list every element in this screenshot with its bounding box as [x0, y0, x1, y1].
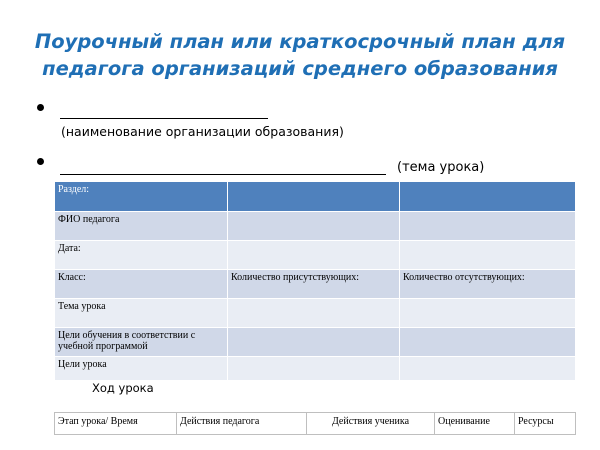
steps-header-stage: Этап урока/ Время: [55, 413, 177, 435]
table-row: [55, 182, 576, 212]
table-cell[interactable]: [400, 299, 576, 328]
table-cell: Цели обучения в соответствии с учебной программой: [55, 328, 228, 357]
table-cell[interactable]: [400, 241, 576, 270]
table-row: [55, 212, 576, 241]
table-cell: Количество отсутствующих:: [400, 270, 576, 299]
title-line-1: Поурочный план или краткосрочный план для: [34, 30, 566, 53]
table-cell: Раздел:: [55, 182, 228, 212]
table-row: [55, 241, 576, 270]
table-row: [55, 299, 576, 328]
lesson-progress-heading: Ход урока: [92, 381, 154, 395]
bullet-org: [37, 104, 44, 111]
table-cell[interactable]: [228, 212, 400, 241]
table-cell: ФИО педагога: [55, 212, 228, 241]
table-cell[interactable]: [228, 299, 400, 328]
steps-header-resources: Ресурсы: [515, 413, 576, 435]
table-cell: Цели урока: [55, 357, 228, 381]
table-row: [55, 270, 576, 299]
table-cell[interactable]: [228, 241, 400, 270]
org-name-caption: (наименование организации образования): [61, 124, 344, 139]
steps-header-student: Действия ученика: [307, 413, 435, 435]
steps-header-teacher: Действия педагога: [177, 413, 307, 435]
table-cell[interactable]: [400, 328, 576, 357]
table-row: [55, 413, 576, 435]
title-line-2: педагога организаций среднего образования: [42, 57, 558, 80]
table-cell: Класс:: [55, 270, 228, 299]
table-cell: Дата:: [55, 241, 228, 270]
table-row: [55, 328, 576, 357]
lesson-plan-table: [54, 181, 576, 381]
table-cell[interactable]: [400, 212, 576, 241]
table-row: [55, 357, 576, 381]
table-cell: Тема урока: [55, 299, 228, 328]
lesson-steps-table: [54, 412, 576, 435]
org-name-blank: [60, 118, 268, 119]
page-title: [0, 28, 600, 82]
table-cell[interactable]: [400, 182, 576, 212]
bullet-topic: [37, 158, 44, 165]
table-cell: Количество присутствующих:: [228, 270, 400, 299]
lesson-topic-caption: (тема урока): [397, 160, 485, 175]
lesson-topic-blank: [60, 174, 386, 175]
table-cell[interactable]: [228, 182, 400, 212]
table-cell[interactable]: [228, 357, 400, 381]
table-cell[interactable]: [400, 357, 576, 381]
steps-header-assessment: Оценивание: [435, 413, 515, 435]
table-cell[interactable]: [228, 328, 400, 357]
